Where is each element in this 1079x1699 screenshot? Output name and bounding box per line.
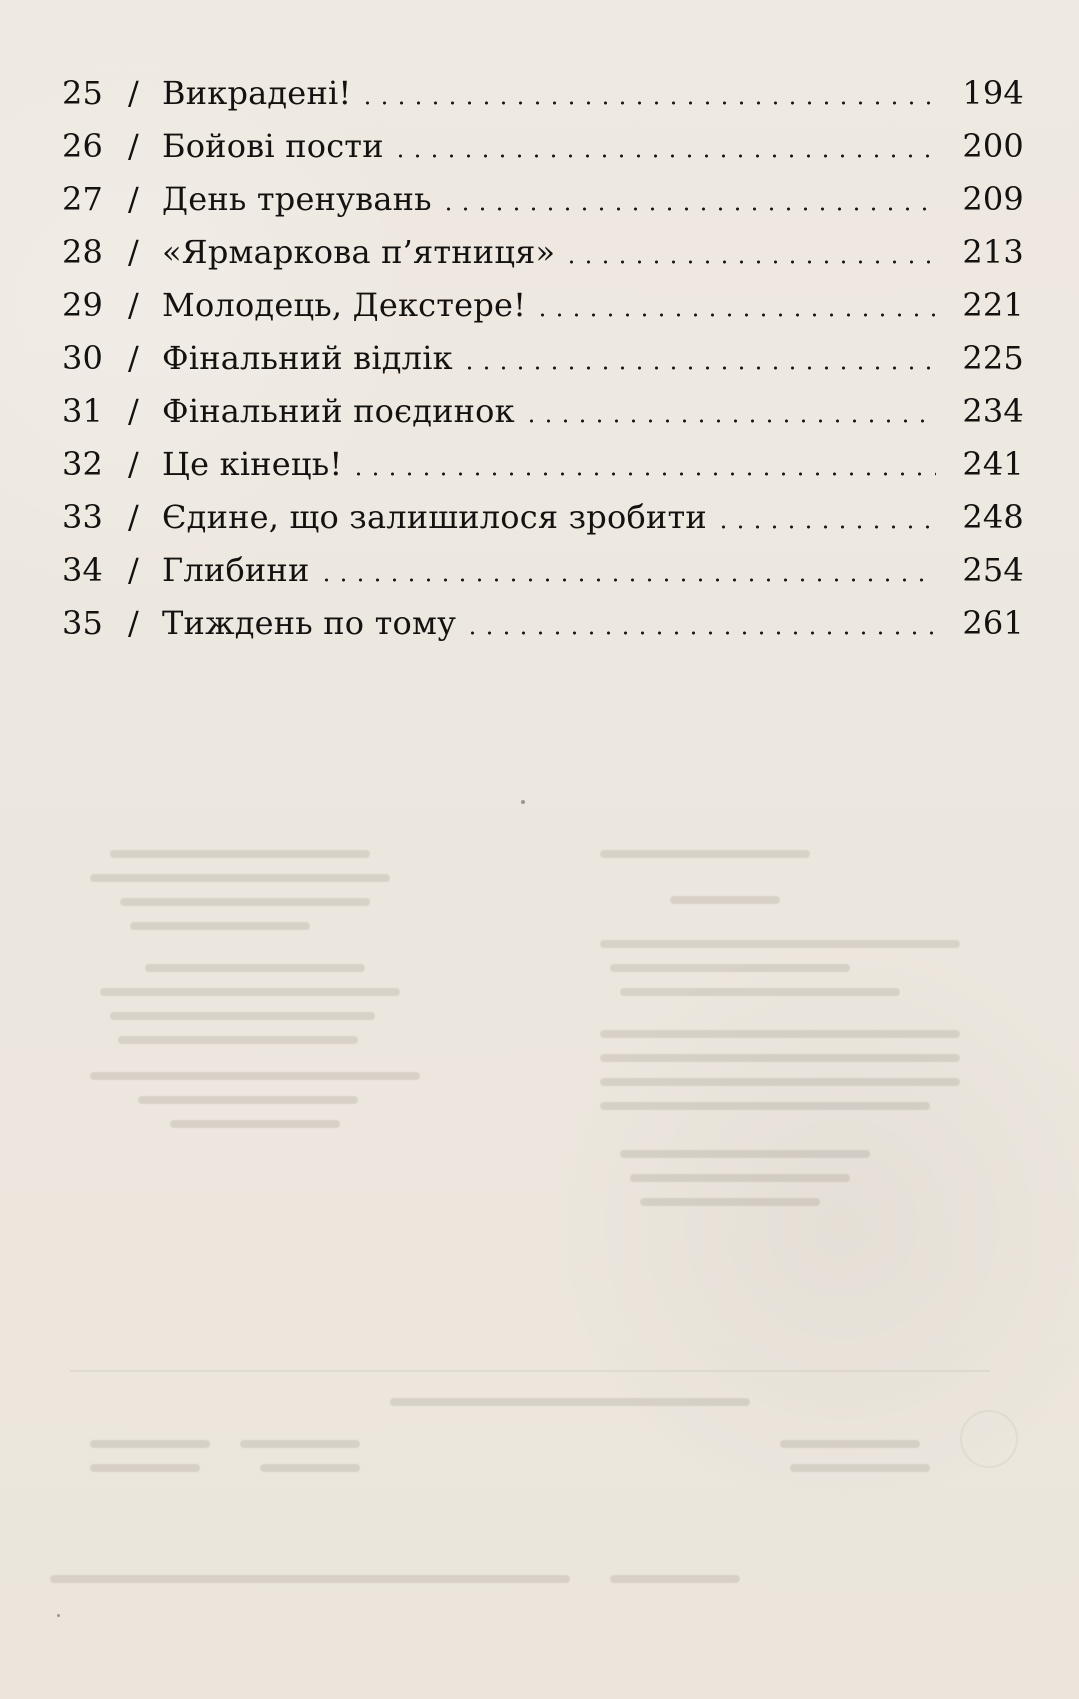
chapter-number: 35	[62, 604, 104, 642]
faint-text-line	[90, 1072, 420, 1080]
faint-text-line	[90, 1464, 200, 1472]
page-number: 209	[962, 180, 1024, 218]
faint-text-line	[118, 1036, 358, 1044]
chapter-separator: /	[128, 339, 139, 377]
faint-text-line	[600, 1102, 930, 1110]
chapter-separator: /	[128, 551, 139, 589]
faint-text-line	[600, 1078, 960, 1086]
paper-speck	[57, 1614, 60, 1617]
faint-text-line	[610, 1575, 740, 1583]
faint-text-line	[170, 1120, 340, 1128]
faint-text-line	[145, 964, 365, 972]
dot-leader	[563, 258, 936, 266]
toc-entry-30	[62, 332, 1024, 385]
faint-right-column	[600, 850, 1030, 1500]
paper-speck	[521, 800, 525, 804]
chapter-number: 31	[62, 392, 104, 430]
chapter-separator: /	[128, 445, 139, 483]
chapter-separator: /	[128, 604, 139, 642]
chapter-title: День тренувань	[162, 180, 432, 218]
faint-left-column	[90, 850, 520, 1500]
dot-leader	[715, 523, 936, 531]
page-number: 194	[962, 74, 1024, 112]
faint-text-line	[110, 1012, 375, 1020]
chapter-separator: /	[128, 74, 139, 112]
chapter-number: 30	[62, 339, 104, 377]
faint-text-line	[780, 1440, 920, 1448]
dot-leader	[359, 99, 936, 107]
faint-text-line	[50, 1575, 570, 1583]
chapter-title: Бойові пости	[162, 127, 384, 165]
toc-entry-27	[62, 173, 1024, 226]
dot-leader	[461, 364, 936, 372]
dot-leader	[464, 629, 936, 637]
faint-text-line	[600, 1030, 960, 1038]
faint-text-line	[600, 1054, 960, 1062]
chapter-number: 29	[62, 286, 104, 324]
chapter-number: 27	[62, 180, 104, 218]
dot-leader	[523, 417, 936, 425]
faint-text-line	[790, 1464, 930, 1472]
dot-leader	[318, 576, 937, 584]
chapter-title: Глибини	[162, 551, 310, 589]
chapter-number: 32	[62, 445, 104, 483]
dot-leader	[534, 311, 936, 319]
chapter-title: Це кінець!	[162, 445, 343, 483]
faint-text-line	[120, 898, 370, 906]
page-number: 234	[962, 392, 1024, 430]
faint-rule	[70, 1370, 990, 1372]
toc-entry-35	[62, 597, 1024, 650]
page-number: 200	[962, 127, 1024, 165]
page-number: 254	[962, 551, 1024, 589]
page-number: 221	[962, 286, 1024, 324]
page-number: 225	[962, 339, 1024, 377]
page-number: 213	[962, 233, 1024, 271]
dot-leader	[392, 152, 936, 160]
toc-entry-34	[62, 544, 1024, 597]
faint-text-line	[630, 1174, 850, 1182]
faint-text-line	[138, 1096, 358, 1104]
faint-text-line	[240, 1440, 360, 1448]
chapter-title: Фінальний поєдинок	[162, 392, 515, 430]
faint-text-line	[620, 988, 900, 996]
toc-entry-33	[62, 491, 1024, 544]
page-number: 261	[962, 604, 1024, 642]
faint-text-line	[90, 874, 390, 882]
toc-entry-28	[62, 226, 1024, 279]
dot-leader	[350, 470, 936, 478]
faint-text-line	[110, 850, 370, 858]
chapter-number: 34	[62, 551, 104, 589]
toc-entry-25	[62, 67, 1024, 120]
chapter-title: Тиждень по тому	[162, 604, 457, 642]
faint-text-line	[640, 1198, 820, 1206]
faint-text-line	[100, 988, 400, 996]
chapter-title: Викрадені!	[162, 74, 352, 112]
faint-publisher-logo	[960, 1410, 1018, 1468]
chapter-separator: /	[128, 286, 139, 324]
chapter-number: 26	[62, 127, 104, 165]
chapter-separator: /	[128, 127, 139, 165]
toc-entry-29	[62, 279, 1024, 332]
faint-text-line	[390, 1398, 750, 1406]
toc-entry-31	[62, 385, 1024, 438]
chapter-separator: /	[128, 498, 139, 536]
faint-text-line	[600, 940, 960, 948]
chapter-number: 33	[62, 498, 104, 536]
chapter-number: 25	[62, 74, 104, 112]
faint-text-line	[600, 850, 810, 858]
chapter-title: Єдине, що залишилося зробити	[162, 498, 707, 536]
dot-leader	[440, 205, 936, 213]
page-number: 248	[962, 498, 1024, 536]
faint-text-line	[130, 922, 310, 930]
table-of-contents	[62, 67, 1024, 650]
chapter-title: Фінальний відлік	[162, 339, 453, 377]
chapter-title: Молодець, Декстере!	[162, 286, 527, 324]
faint-text-line	[670, 896, 780, 904]
toc-entry-26	[62, 120, 1024, 173]
faint-text-line	[610, 964, 850, 972]
toc-entry-32	[62, 438, 1024, 491]
chapter-number: 28	[62, 233, 104, 271]
chapter-separator: /	[128, 392, 139, 430]
chapter-title: «Ярмаркова п’ятниця»	[162, 233, 556, 271]
faint-text-line	[620, 1150, 870, 1158]
chapter-separator: /	[128, 233, 139, 271]
page-number: 241	[962, 445, 1024, 483]
faint-text-line	[260, 1464, 360, 1472]
show-through-print	[50, 850, 1030, 1610]
chapter-separator: /	[128, 180, 139, 218]
faint-text-line	[90, 1440, 210, 1448]
